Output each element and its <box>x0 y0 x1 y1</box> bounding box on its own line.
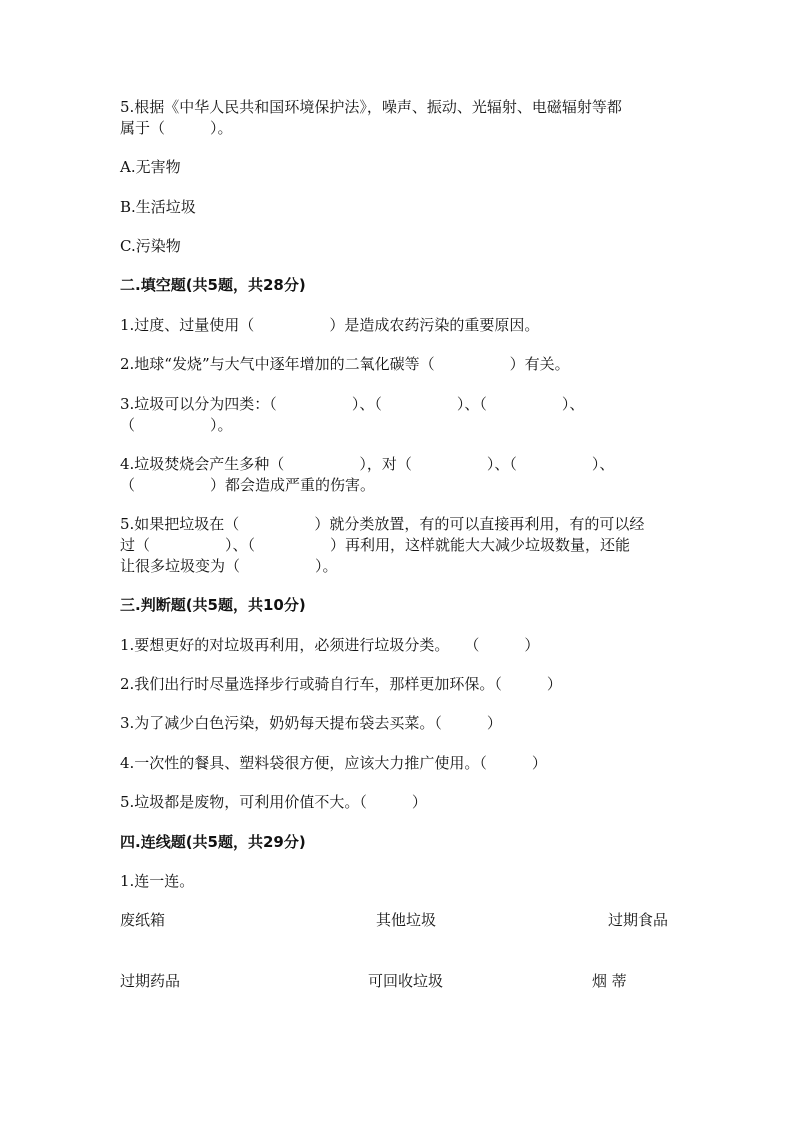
judge-2: 2.我们出行时尽量选择步行或骑自行车，那样更加环保。（ ） <box>120 675 562 693</box>
fill-blank-5-line1: 5.如果把垃圾在（ ）就分类放置，有的可以直接再利用，有的可以经 <box>120 515 645 533</box>
match-middle-1: 其他垃圾 <box>376 911 437 929</box>
section-3-heading: 三.判断题(共5题，共10分) <box>120 596 306 614</box>
match-left-2: 过期药品 <box>120 972 181 990</box>
match-right-1: 过期食品 <box>608 911 669 929</box>
question-5-stem-line2: 属于（ ）。 <box>120 119 233 137</box>
section-4-heading: 四.连线题(共5题，共29分) <box>120 833 306 851</box>
match-right-2: 烟 蒂 <box>592 972 627 990</box>
match-middle-2: 可回收垃圾 <box>368 972 444 990</box>
option-c: C.污染物 <box>120 237 181 255</box>
option-a: A.无害物 <box>120 158 181 176</box>
question-5-stem-line1: 5.根据《中华人民共和国环境保护法》，噪声、振动、光辐射、电磁辐射等都 <box>120 98 622 116</box>
match-left-1: 废纸箱 <box>120 911 166 929</box>
fill-blank-2: 2.地球“发烧”与大气中逐年增加的二氧化碳等（ ）有关。 <box>120 355 570 373</box>
match-question-1: 1.连一连。 <box>120 872 195 890</box>
fill-blank-3-line1: 3.垃圾可以分为四类：（ ）、（ ）、（ ）、 <box>120 395 585 413</box>
fill-blank-4-line2: （ ）都会造成严重的伤害。 <box>120 476 376 494</box>
option-b: B.生活垃圾 <box>120 198 196 216</box>
judge-1: 1.要想更好的对垃圾再利用，必须进行垃圾分类。 （ ） <box>120 636 540 654</box>
fill-blank-5-line3: 让很多垃圾变为（ ）。 <box>120 557 338 575</box>
fill-blank-1: 1.过度、过量使用（ ）是造成农药污染的重要原因。 <box>120 316 540 334</box>
section-2-heading: 二.填空题(共5题，共28分) <box>120 276 306 294</box>
fill-blank-4-line1: 4.垃圾焚烧会产生多种（ ），对（ ）、（ ）、 <box>120 455 615 473</box>
fill-blank-5-line2: 过（ ）、（ ）再利用，这样就能大大减少垃圾数量，还能 <box>120 536 631 554</box>
judge-3: 3.为了减少白色污染，奶奶每天提布袋去买菜。（ ） <box>120 714 502 732</box>
judge-4: 4.一次性的餐具、塑料袋很方便，应该大力推广使用。（ ） <box>120 754 547 772</box>
fill-blank-3-line2: （ ）。 <box>120 416 233 434</box>
judge-5: 5.垃圾都是废物，可利用价值不大。（ ） <box>120 793 427 811</box>
